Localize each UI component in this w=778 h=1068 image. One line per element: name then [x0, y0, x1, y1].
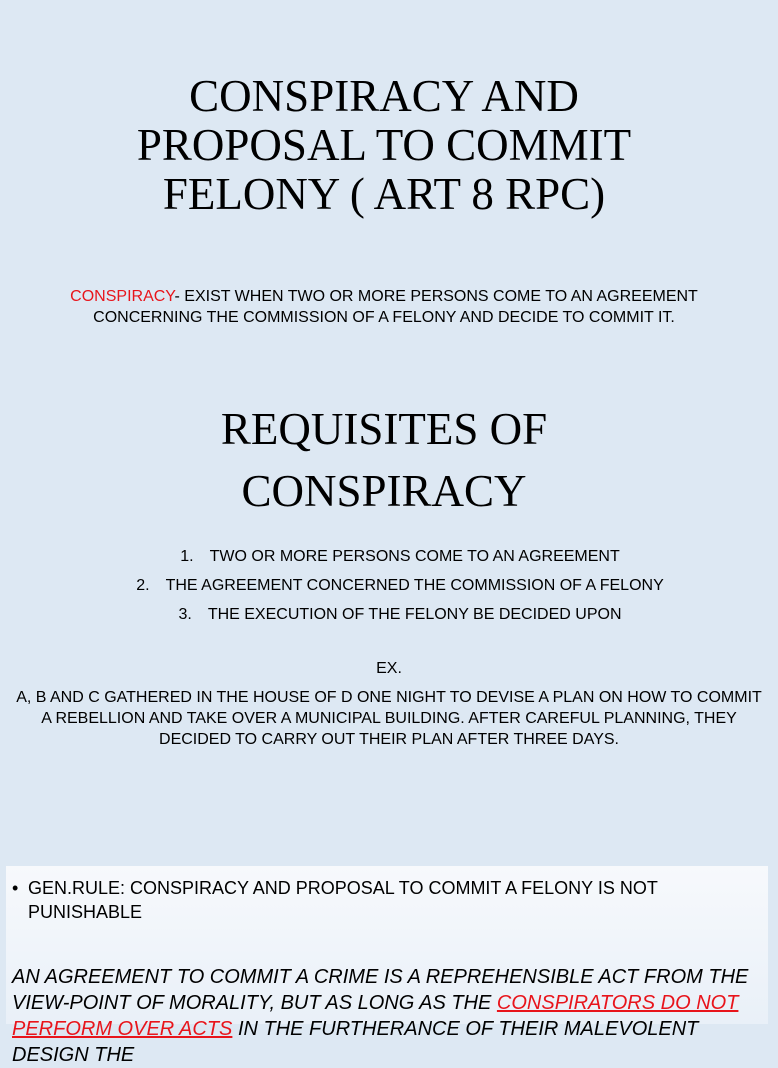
slide-title-line-2: PROPOSAL TO COMMIT	[136, 120, 632, 170]
general-rule-text: GEN.RULE: CONSPIRACY AND PROPOSAL TO COMMIT A FELONY IS NOT PUNISHABLE	[28, 878, 658, 922]
list-item-text: THE EXECUTION OF THE FELONY BE DECIDED UPON	[207, 606, 622, 623]
example-text: A, B AND C GATHERED IN THE HOUSE OF D ONE NIGHT TO DEVISE A PLAN ON HOW TO COMMIT A REBELLION AND TAKE OVER A MUNICIPAL BUILDING. AFTER CAREFUL PLANNING, THEY DECIDED TO CARRY OUT THEIR PLAN AFTER THREE DAYS.	[16, 689, 762, 748]
list-item-text: TWO OR MORE PERSONS COME TO AN AGREEMENT	[209, 548, 620, 565]
definition-text: - EXIST WHEN TWO OR MORE PERSONS COME TO AN AGREEMENT CONCERNING THE COMMISSION OF A FELONY AND DECIDE TO COMMIT IT.	[93, 288, 698, 326]
list-item-text: THE AGREEMENT CONCERNED THE COMMISSION OF A FELONY	[165, 577, 664, 594]
paragraph-end: IN THE FURTHERANCE OF THEIR MALEVOLENT DESIGN THE	[12, 1018, 699, 1066]
slide-title-line-1: CONSPIRACY AND	[189, 71, 579, 121]
list-item	[100, 600, 700, 629]
paragraph-highlight: CONSPIRATORS DO NOT PERFORM OVER ACTS	[12, 992, 739, 1040]
paragraph-start: AN AGREEMENT TO COMMIT A CRIME IS A REPREHENSIBLE ACT FROM THE VIEW-POINT OF MORALITY, BUT AS LONG AS THE	[12, 966, 749, 1014]
list-item	[100, 542, 700, 571]
requisites-list	[100, 542, 700, 629]
list-item-number: 1.	[180, 548, 194, 565]
conspiracy-definition	[60, 286, 708, 328]
definition-term: CONSPIRACY	[70, 288, 175, 305]
slide-general-rule	[6, 866, 768, 1066]
requisites-title-line-1: REQUISITES OF	[220, 404, 548, 454]
morality-paragraph	[12, 964, 764, 1068]
example-label: EX.	[376, 660, 402, 677]
list-item-number: 2.	[136, 577, 150, 594]
requisites-title-line-1-clip	[0, 404, 768, 454]
requisites-title-line-2: CONSPIRACY	[241, 466, 527, 516]
list-item-number: 3.	[178, 606, 192, 623]
bullet-dot-icon: •	[12, 878, 19, 898]
general-rule-bullet	[12, 876, 732, 924]
list-item	[100, 571, 700, 600]
slide-title	[0, 72, 768, 219]
slide-title-line-3: FELONY ( ART 8 RPC)	[162, 169, 606, 219]
